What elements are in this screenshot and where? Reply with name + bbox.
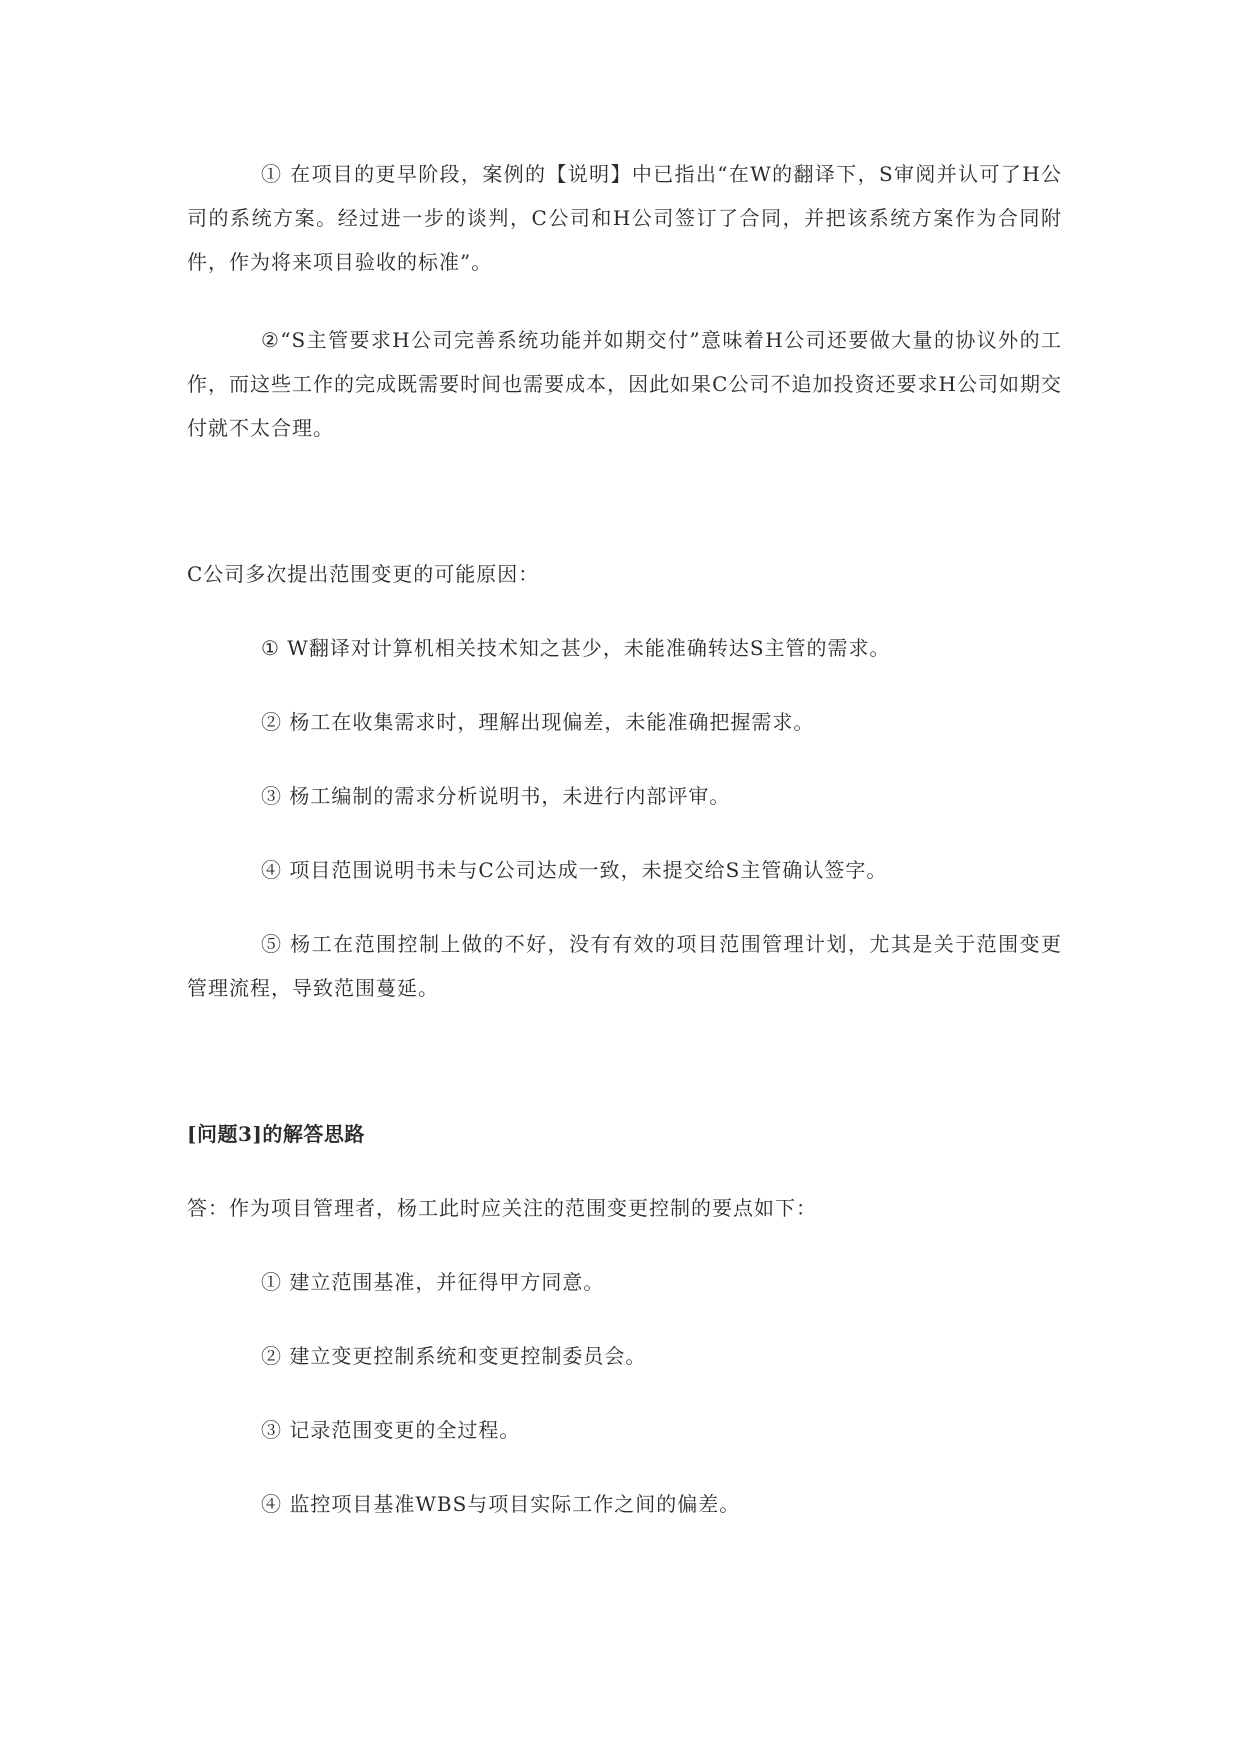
spacer	[187, 284, 1062, 318]
control-point-3: ③ 记录范围变更的全过程。	[261, 1418, 521, 1442]
spacer	[187, 596, 1062, 626]
spacer	[187, 1304, 1062, 1334]
spacer	[187, 1010, 1062, 1112]
spacer	[187, 670, 1062, 700]
document-page	[187, 152, 1062, 1526]
cause-item-2: ② 杨工在收集需求时，理解出现偏差，未能准确把握需求。	[261, 710, 815, 734]
paragraph-point-1: ① 在项目的更早阶段，案例的【说明】中已指出“在W的翻译下，S审阅并认可了H公司的系统方案。经过进一步的谈判，C公司和H公司签订了合同，并把该系统方案作为合同附件，作为将来项目验收的标准”。	[187, 162, 1062, 274]
spacer	[187, 1156, 1062, 1186]
cause-item-3: ③ 杨工编制的需求分析说明书，未进行内部评审。	[261, 784, 731, 808]
control-point-4: ④ 监控项目基准WBS与项目实际工作之间的偏差。	[261, 1492, 741, 1516]
spacer	[187, 818, 1062, 848]
control-point-2: ② 建立变更控制系统和变更控制委员会。	[261, 1344, 647, 1368]
causes-intro: C公司多次提出范围变更的可能原因：	[187, 562, 540, 586]
spacer	[187, 1230, 1062, 1260]
cause-item-5: ⑤ 杨工在范围控制上做的不好，没有有效的项目范围管理计划，尤其是关于范围变更管理流程，导致范围蔓延。	[187, 932, 1062, 1000]
paragraph-point-2: ②“S主管要求H公司完善系统功能并如期交付”意味着H公司还要做大量的协议外的工作，而这些工作的完成既需要时间也需要成本，因此如果C公司不追加投资还要求H公司如期交付就不太合理。	[187, 328, 1062, 440]
control-point-1: ① 建立范围基准，并征得甲方同意。	[261, 1270, 605, 1294]
spacer	[187, 744, 1062, 774]
answer-intro: 答：作为项目管理者，杨工此时应关注的范围变更控制的要点如下：	[187, 1196, 817, 1220]
spacer	[187, 450, 1062, 552]
section-heading: [问题3]的解答思路	[187, 1122, 365, 1146]
spacer	[187, 1452, 1062, 1482]
spacer	[187, 1378, 1062, 1408]
cause-item-4: ④ 项目范围说明书未与C公司达成一致，未提交给S主管确认签字。	[261, 858, 888, 882]
cause-item-1: ① W翻译对计算机相关技术知之甚少，未能准确转达S主管的需求。	[261, 636, 891, 660]
spacer	[187, 892, 1062, 922]
